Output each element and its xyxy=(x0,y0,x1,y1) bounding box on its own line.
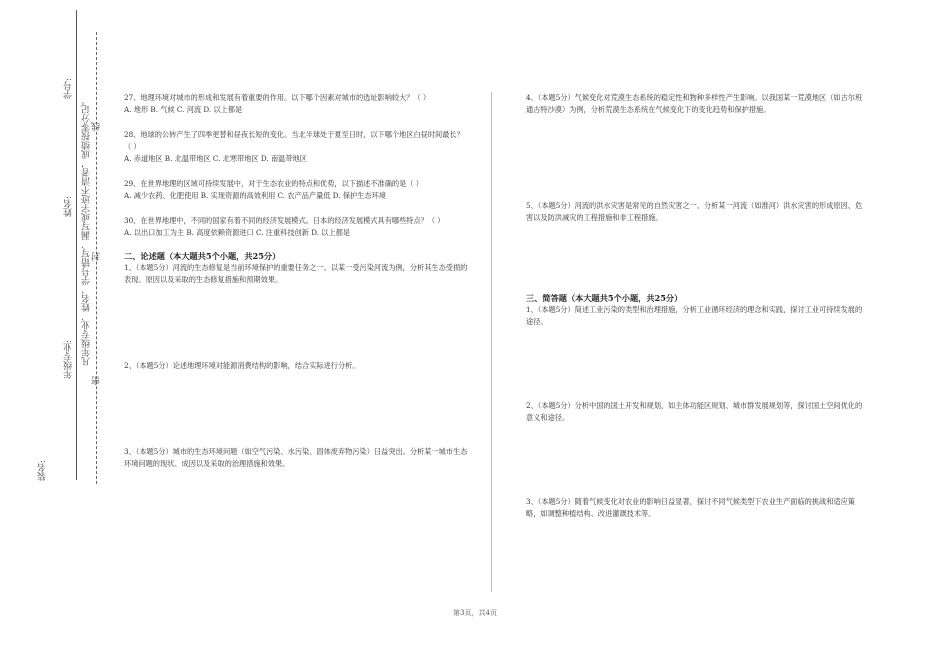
question-27-options: A. 地形 B. 气候 C. 河流 D. 以上都是 xyxy=(124,105,243,114)
essay-1: 1、（本题5分）河流的生态修复是当前环境保护的重要任务之一。以某一受污染河流为例，分析其生态受损的表现、原因以及采取的生态修复措施和预期效果。 xyxy=(124,263,468,284)
seal-mark: 封 xyxy=(92,252,102,261)
student-id-label: 学号: xyxy=(64,78,74,100)
short-answer-2: 2、（本题5分）分析中国的国土开发和规划，如主体功能区规划、城市群发展规划等，探讨国土空间优化的意义和途径。 xyxy=(526,401,863,422)
question-30: 30、在世界地理中，不同的国家有着不同的经济发展模式。日本的经济发展模式具有哪些特点？（ ） xyxy=(124,216,445,225)
left-column xyxy=(124,92,469,470)
name-label: 姓名: xyxy=(64,196,74,218)
question-27: 27、地理环境对城市的形成和发展有着重要的作用。以下哪个因素对城市的选址影响较大？（ ） xyxy=(124,93,431,102)
section-2-title: 二、论述题（本大题共5个小题，共25分） xyxy=(124,251,281,261)
school-label: 装名: xyxy=(38,460,48,482)
essay-4: 4、（本题5分）气候变化对荒漠生态系统的稳定性和物种多样性产生影响。以我国某一荒漠地区（如古尔班通古特沙漠）为例，分析荒漠生态系统在气候变化下的变化趋势和保护措施。 xyxy=(526,93,863,114)
right-column xyxy=(526,92,866,520)
binding-sidebar xyxy=(0,0,112,672)
question-29: 29、在世界地理的区域可持续发展中，对于生态农业的特点和优势，以下描述不准确的是（ ） xyxy=(124,179,423,188)
page-number: 第3页，共4页 xyxy=(453,609,497,617)
secret-mark: 密 xyxy=(92,376,102,385)
question-29-options: A. 减少农药、化肥使用 B. 实现资源的高效利用 C. 农产品产量低 D. 保护生态环境 xyxy=(124,191,386,200)
essay-3: 3、（本题5分）城市的生态环境问题（如空气污染、水污染、固体废弃物污染）日益突出。分析某一城市生态环境问题的现状、成因以及采取的治理措施和效果。 xyxy=(124,447,468,468)
question-28: 28、地球的公转产生了四季更替和昼夜长短的变化。当北半球处于夏至日时，以下哪个地区白昼时间最长？（ ） xyxy=(124,130,464,151)
notice-text: 凡年级专业、姓名、学号错写、漏写或字迹不清者，成绩按零分记。 xyxy=(82,96,92,366)
column-divider xyxy=(491,92,492,592)
section-3-title: 三、简答题（本大题共5个小题，共25分） xyxy=(526,293,683,303)
binding-line xyxy=(76,10,77,480)
grade-major-label: 年级专业: xyxy=(64,340,74,380)
short-answer-3: 3、（本题5分）随着气候变化对农业的影响日益显著，探讨不同气候类型下农业生产面临的挑战和适应策略，如调整种植结构、改进灌溉技术等。 xyxy=(526,497,855,518)
short-answer-1: 1、（本题5分）简述工业污染的类型和治理措施，分析工业循环经济的理念和实践，探讨工业可持续发展的途径。 xyxy=(526,305,863,326)
line-mark: 线 xyxy=(92,122,102,131)
question-28-options: A. 赤道地区 B. 北温带地区 C. 北寒带地区 D. 南温带地区 xyxy=(124,154,307,163)
essay-2: 2、（本题5分）论述地理环境对能源消费结构的影响，结合实际进行分析。 xyxy=(124,361,360,370)
question-30-options: A. 以出口加工为主 B. 高度依赖资源进口 C. 注重科技创新 D. 以上都是 xyxy=(124,228,351,237)
essay-5: 5、（本题5分）河流的洪水灾害是常见的自然灾害之一。分析某一河流（如淮河）洪水灾害的形成原因、危害以及防洪减灾的工程措施和非工程措施。 xyxy=(526,201,863,222)
